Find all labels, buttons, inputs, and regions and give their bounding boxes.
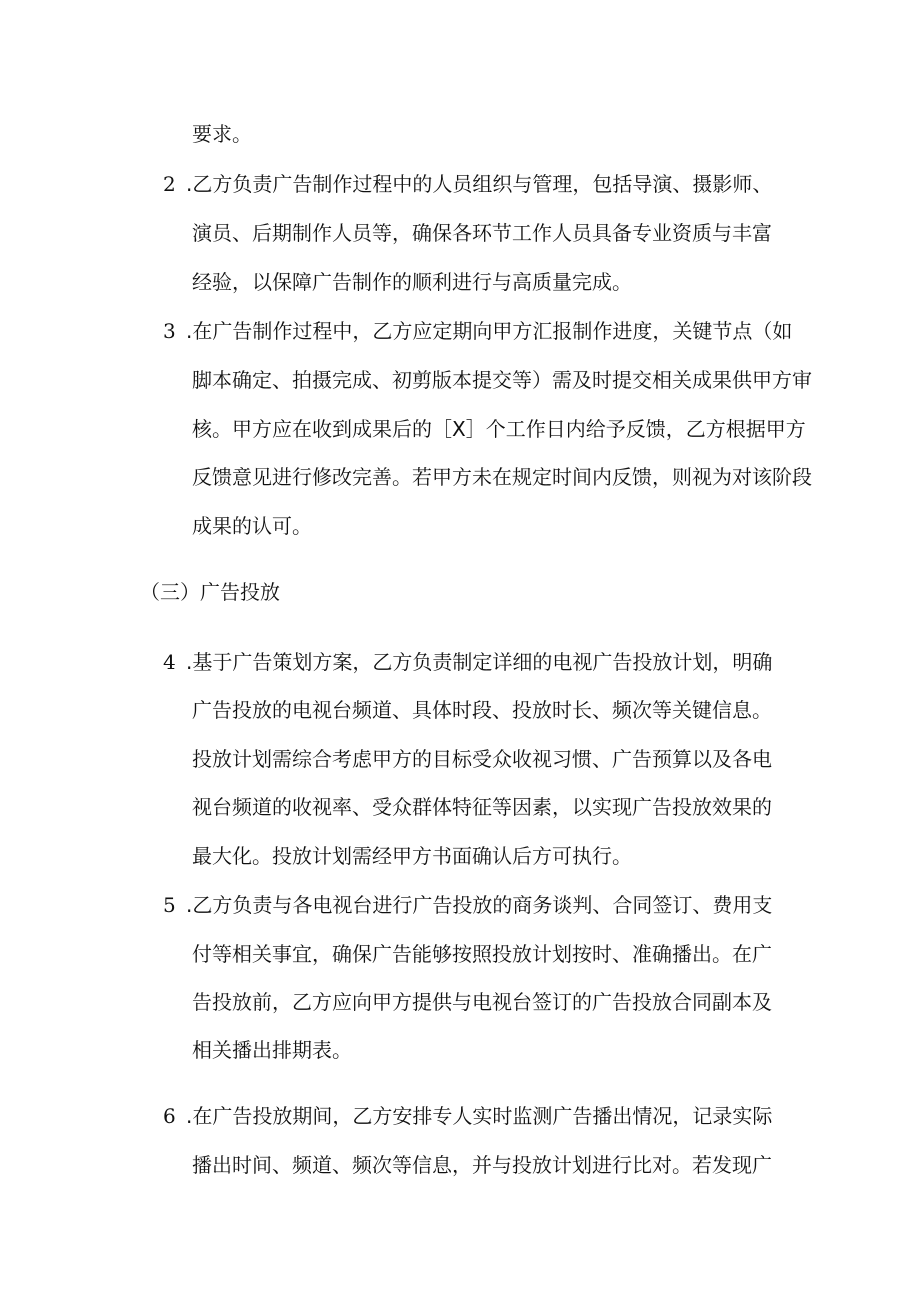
item-3-line-1: .在广告制作过程中，乙方应定期向甲方汇报制作进度，关键节点（如 — [186, 319, 793, 343]
item-3-line-3: 核。甲方应在收到成果后的［X］个工作日内给予反馈，乙方根据甲方 — [192, 417, 806, 441]
paragraph-continuation-line: 要求。 — [192, 122, 252, 146]
item-number-6: 6 — [163, 1104, 176, 1128]
item-4-line-3: 投放计划需综合考虑甲方的目标受众收视习惯、广告预算以及各电 — [192, 747, 772, 771]
item-2-line-1: .乙方负责广告制作过程中的人员组织与管理，包括导演、摄影师、 — [186, 172, 773, 196]
item-3-line-2: 脚本确定、拍摄完成、初剪版本提交等）需及时提交相关成果供甲方审 — [192, 368, 812, 392]
item-number-2: 2 — [163, 172, 176, 196]
item-4-line-4: 视台频道的收视率、受众群体特征等因素，以实现广告投放效果的 — [192, 795, 772, 819]
item-number-3: 3 — [163, 319, 176, 343]
item-5-line-1: .乙方负责与各电视台进行广告投放的商务谈判、合同签订、费用支 — [186, 893, 773, 917]
item-4-line-2: 广告投放的电视台频道、具体时段、投放时长、频次等关键信息。 — [192, 698, 772, 722]
item-5-line-2: 付等相关事宜，确保广告能够按照投放计划按时、准确播出。在广 — [192, 942, 772, 966]
item-3-line-4: 反馈意见进行修改完善。若甲方未在规定时间内反馈，则视为对该阶段 — [192, 465, 812, 489]
item-number-4: 4 — [163, 650, 176, 674]
item-number-5: 5 — [163, 893, 176, 917]
item-5-line-3: 告投放前，乙方应向甲方提供与电视台签订的广告投放合同副本及 — [192, 990, 772, 1014]
item-6-line-2: 播出时间、频道、频次等信息，并与投放计划进行比对。若发现广 — [192, 1153, 772, 1177]
item-2-line-3: 经验，以保障广告制作的顺利进行与高质量完成。 — [192, 270, 632, 294]
item-2-line-2: 演员、后期制作人员等，确保各环节工作人员具备专业资质与丰富 — [192, 221, 772, 245]
section-heading: （三）广告投放 — [140, 580, 280, 604]
item-4-line-1: .基于广告策划方案，乙方负责制定详细的电视广告投放计划，明确 — [186, 650, 773, 674]
item-3-line-5: 成果的认可。 — [192, 514, 312, 538]
item-5-line-4: 相关播出排期表。 — [192, 1038, 352, 1062]
item-4-line-5: 最大化。投放计划需经甲方书面确认后方可执行。 — [192, 844, 632, 868]
item-6-line-1: .在广告投放期间，乙方安排专人实时监测广告播出情况，记录实际 — [186, 1104, 773, 1128]
